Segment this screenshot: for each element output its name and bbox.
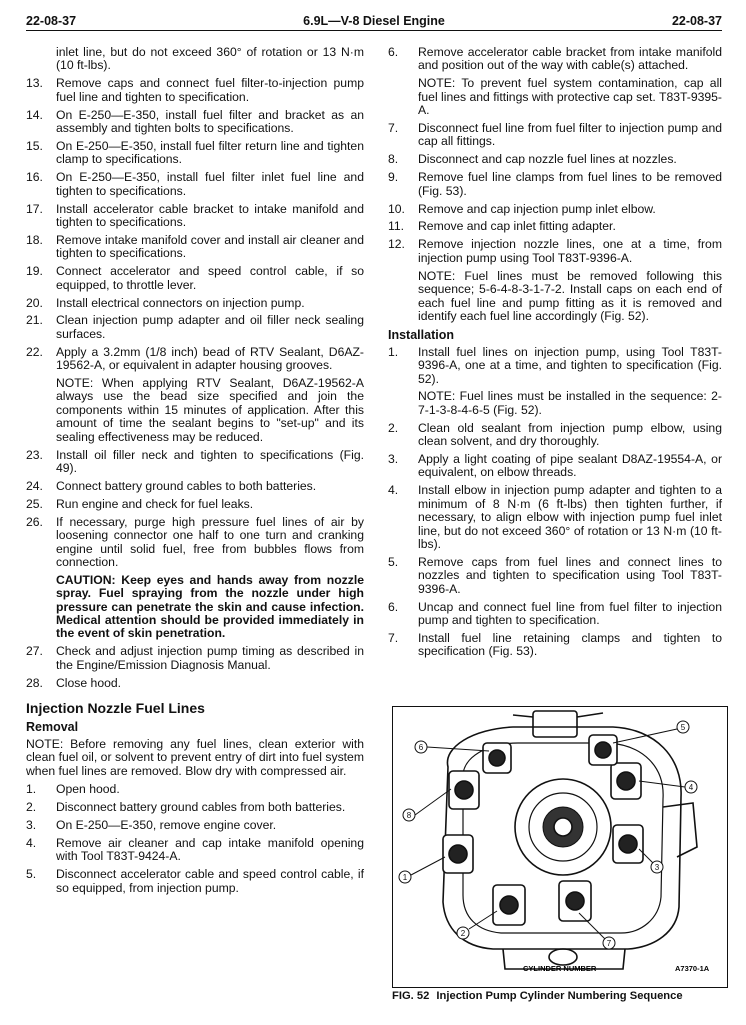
list-item: [388, 556, 722, 596]
step-number: 5.: [388, 554, 399, 569]
step-number: 11.: [388, 219, 405, 234]
list-item: [26, 801, 364, 814]
list-item: [26, 837, 364, 864]
step-number: 23.: [26, 447, 43, 462]
step-text: Install fuel lines on injection pump, using Tool T83T-9396-A, one at a time, and tighten to specification (Fig. 52).: [418, 344, 722, 386]
list-item: [388, 632, 722, 659]
step-number: 4.: [388, 483, 399, 498]
step-number: 7.: [388, 630, 399, 645]
list-item: [26, 77, 364, 104]
figure-number: FIG. 52: [392, 990, 430, 1002]
step-list: [26, 77, 364, 372]
callout-label: 5: [680, 723, 686, 732]
step-text: Clean injection pump adapter and oil filler neck sealing surfaces.: [56, 313, 364, 341]
step-number: 22.: [26, 344, 43, 359]
step-text: Apply a light coating of pipe sealant D8AZ-19554-A, or equivalent, on elbow threads.: [418, 452, 722, 480]
figure-caption: [392, 990, 728, 1002]
step-number: 26.: [26, 514, 43, 529]
step-list: [388, 122, 722, 265]
list-item: [26, 783, 364, 796]
step-text: On E-250—E-350, install fuel filter return line and tighten clamp to specifications.: [56, 138, 364, 167]
list-item: [388, 346, 722, 386]
step-number: 2.: [26, 800, 37, 814]
step-number: 7.: [388, 121, 399, 136]
step-number: 24.: [26, 478, 43, 493]
step-number: 2.: [388, 420, 399, 435]
note-step-6: NOTE: To prevent fuel system contamination, cap all fuel lines and fittings with protective cap set. T83T-9395-A.: [418, 76, 722, 118]
step-text: Close hood.: [56, 675, 122, 690]
list-item: [26, 265, 364, 292]
list-item: [26, 109, 364, 136]
callout-label: 6: [418, 743, 424, 752]
step-number: 17.: [26, 201, 43, 216]
fitting-3: [613, 825, 643, 863]
list-item: [388, 46, 722, 73]
step-number: 3.: [26, 817, 37, 832]
step-number: 10.: [388, 201, 405, 216]
step-list: [26, 645, 364, 690]
callout-label: 4: [688, 783, 694, 792]
step-number: 8.: [388, 152, 399, 167]
step-text: Install elbow in injection pump adapter and tighten to a minimum of 8 N·m (6 ft-lbs) then tighten further, if necessary, to align elbow with injection pump fuel inlet line, but do not exceed 360° of rotation or 13 N·m (10 ft-lbs).: [418, 483, 722, 551]
step-text: Apply a 3.2mm (1/8 inch) bead of RTV Sealant, D6AZ-19562-A, or equivalent in adapter housing grooves.: [56, 344, 364, 373]
step-text: Connect battery ground cables to both batteries.: [56, 478, 317, 493]
fitting-6: [483, 743, 511, 773]
step-list: [388, 46, 722, 73]
list-item: [26, 516, 364, 570]
list-item: [26, 480, 364, 493]
list-item: [388, 153, 722, 166]
step-number: 18.: [26, 232, 43, 247]
step-list: [26, 783, 364, 895]
cylinder-number-label: CYLINDER NUMBER: [523, 964, 597, 973]
step-number: 27.: [26, 644, 43, 659]
step-text: Install fuel line retaining clamps and tighten to specification (Fig. 53).: [418, 630, 722, 659]
removal-heading: Removal: [26, 720, 79, 735]
list-item: [26, 171, 364, 198]
fitting-2: [493, 885, 525, 925]
list-item: [26, 140, 364, 167]
figure-ref-code: A7370-1A: [675, 964, 710, 973]
caution-text: CAUTION: Keep eyes and hands away from nozzle spray. Fuel spraying from the nozzle under high pressure can penetrate the skin and cause infection. Medical attention should be provided immediately in the event of skin penetration.: [56, 572, 364, 641]
list-item: [26, 677, 364, 690]
list-item: [388, 238, 722, 265]
step-number: 1.: [26, 782, 37, 797]
list-item: [388, 422, 722, 449]
page-title: 6.9L—V-8 Diesel Engine: [303, 14, 445, 28]
step-number: 14.: [26, 107, 43, 122]
installation-heading: Installation: [388, 328, 454, 343]
page-number-left: 22-08-37: [26, 14, 77, 28]
list-item: [26, 346, 364, 373]
right-column: [388, 46, 722, 663]
step-text: On E-250—E-350, remove engine cover.: [56, 817, 277, 832]
step-text: Run engine and check for fuel leaks.: [56, 496, 254, 511]
step-number: 6.: [388, 45, 399, 59]
step-number: 20.: [26, 295, 43, 310]
continued-text: inlet line, but do not exceed 360° of rotation or 13 N·m (10 ft-lbs).: [56, 45, 364, 73]
step-text: Disconnect fuel line from fuel filter to injection pump and cap all fittings.: [418, 121, 722, 149]
list-item: [388, 122, 722, 149]
step-number: 13.: [26, 76, 43, 91]
step-list: [26, 449, 364, 570]
step-number: 19.: [26, 264, 43, 279]
step-number: 28.: [26, 675, 43, 690]
step-number: 4.: [26, 835, 37, 850]
step-text: On E-250—E-350, install fuel filter inlet fuel line and tighten to specifications.: [56, 170, 364, 198]
step-text: Remove injection nozzle lines, one at a time, from injection pump using Tool T83T-9396-A.: [418, 237, 722, 265]
callout-label: 8: [406, 811, 412, 820]
figure-caption-text: Injection Pump Cylinder Numbering Sequence: [436, 990, 683, 1002]
step-text: Disconnect battery ground cables from both batteries.: [56, 800, 346, 814]
list-item: [26, 314, 364, 341]
step-number: 1.: [388, 344, 399, 359]
note-step-22: NOTE: When applying RTV Sealant, D6AZ-19562-A always use the bead size specified and join the components within 15 minutes of application. After this amount of time the sealant begins to "set-up" and its sealing effectiveness may be reduced.: [56, 376, 364, 444]
list-item: [26, 819, 364, 832]
list-item: [26, 868, 364, 895]
step-list: [388, 422, 722, 659]
step-text: Open hood.: [56, 782, 120, 797]
list-item: [388, 220, 722, 233]
callout-label: 7: [606, 939, 612, 948]
inlet-elbow: [533, 711, 577, 737]
step-number: 16.: [26, 170, 43, 185]
page-header: [26, 8, 722, 31]
step-number: 9.: [388, 170, 399, 185]
step-text: Connect accelerator and speed control cable, if so equipped, to throttle lever.: [56, 264, 364, 292]
list-item: [388, 484, 722, 551]
step-text: Install accelerator cable bracket to intake manifold and tighten to specifications.: [56, 201, 364, 229]
fitting-1: [443, 835, 473, 873]
step-text: Remove caps from fuel lines and connect lines to nozzles and tighten to specification using Tool T83T-9396-A.: [418, 554, 722, 596]
list-item: [388, 171, 722, 198]
list-item: [26, 498, 364, 511]
removal-note: NOTE: Before removing any fuel lines, clean exterior with clean fuel oil, or solvent to prevent entry of dirt into fuel system when fuel lines are removed. Blow dry with compressed air.: [26, 736, 364, 778]
step-text: Remove air cleaner and cap intake manifold opening with Tool T83T-9424-A.: [56, 835, 364, 864]
step-text: Remove and cap injection pump inlet elbow.: [418, 201, 656, 216]
injection-pump-illustration: [393, 707, 727, 987]
step-text: On E-250—E-350, install fuel filter and bracket as an assembly and tighten bolts to specifications.: [56, 107, 364, 136]
fitting-4: [611, 763, 641, 799]
step-text: Check and adjust injection pump timing as described in the Engine/Emission Diagnosis Manual.: [56, 644, 364, 672]
step-number: 21.: [26, 313, 43, 328]
step-text: Install oil filler neck and tighten to specifications (Fig. 49).: [56, 447, 364, 475]
section-title: Injection Nozzle Fuel Lines: [26, 700, 205, 717]
list-item: [388, 203, 722, 216]
callout-label: 3: [654, 863, 660, 872]
step-text: Uncap and connect fuel line from fuel filter to injection pump and tighten to specification.: [418, 599, 722, 628]
callout-label: 1: [402, 873, 408, 882]
left-column: [26, 46, 364, 899]
figure-52: [392, 706, 728, 988]
list-item: [26, 203, 364, 230]
step-number: 25.: [26, 496, 43, 511]
step-text: Remove fuel line clamps from fuel lines to be removed (Fig. 53).: [418, 170, 722, 198]
page-number-right: 22-08-37: [671, 14, 722, 28]
fitting-8: [449, 771, 479, 809]
list-item: [388, 453, 722, 480]
note-installation: NOTE: Fuel lines must be installed in the sequence: 2-7-1-3-8-4-6-5 (Fig. 52).: [418, 389, 722, 417]
step-text: If necessary, purge high pressure fuel lines of air by loosening connector one half to one turn and cranking engine until solid fuel, free from bubbles flows from connection.: [56, 514, 364, 569]
step-text: Remove caps and connect fuel filter-to-injection pump fuel line and tighten to specification.: [56, 76, 364, 104]
fitting-7: [559, 881, 591, 921]
step-text: Clean old sealant from injection pump elbow, using clean solvent, and dry thoroughly.: [418, 420, 722, 449]
step-number: 15.: [26, 138, 43, 153]
step-number: 6.: [388, 599, 399, 614]
step-list: [388, 346, 722, 386]
list-item: [26, 449, 364, 476]
step-number: 12.: [388, 237, 405, 252]
step-text: Install electrical connectors on injection pump.: [56, 295, 305, 310]
step-text: Disconnect and cap nozzle fuel lines at nozzles.: [418, 152, 677, 167]
step-number: 5.: [26, 867, 37, 882]
callout-label: 2: [460, 929, 466, 938]
fitting-5: [589, 735, 617, 765]
list-item: [26, 234, 364, 261]
list-item: [388, 601, 722, 628]
step-text: Remove accelerator cable bracket from intake manifold and position out of the way with cable(s) attached.: [418, 45, 722, 73]
step-number: 3.: [388, 452, 399, 467]
step-text: Remove intake manifold cover and install air cleaner and tighten to specifications.: [56, 232, 364, 261]
list-item: [26, 645, 364, 672]
step-text: Remove and cap inlet fitting adapter.: [418, 219, 616, 234]
list-item: [26, 297, 364, 310]
note-step-12: NOTE: Fuel lines must be removed following this sequence; 5-6-4-8-3-1-7-2. Install caps on each end of each fuel line and pump fitting as it is removed and identify each fuel line accordingly (Fig. 52).: [418, 268, 722, 323]
step-text: Disconnect accelerator cable and speed control cable, if so equipped, from injection pump.: [56, 867, 364, 895]
